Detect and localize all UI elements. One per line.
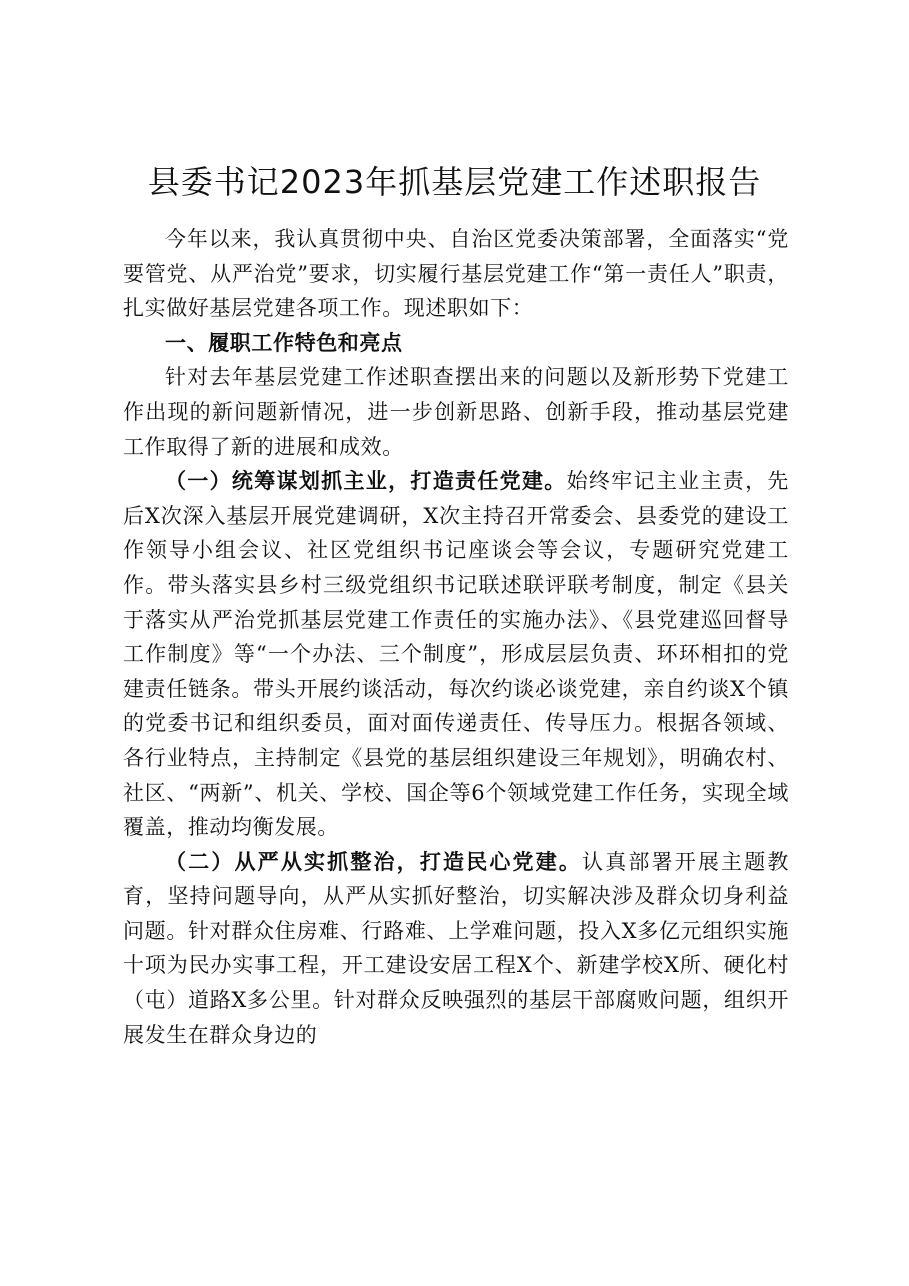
item1-paragraph [123, 464, 789, 845]
item1-lead: （一）统筹谋划抓主业，打造责任党建。 [165, 468, 567, 494]
document-title: 县委书记2023年抓基层党建工作述职报告 [147, 163, 762, 201]
section-heading: 一、履职工作特色和亮点 [165, 330, 403, 355]
document-body [123, 222, 789, 1052]
item1-text: 始终牢记主业主责，先后X次深入基层开展党建调研，X次主持召开常委会、县委党的建设工作领导小组会议、社区党组织书记座谈会等会议，专题研究党建工作。带头落实县乡村三级党组织书记联述联评联考制度，制定《县关于落实从严治党抓基层党建工作责任的实施办法》、《县党建巡回督导工作制度》等“一个办法、三个制度”，形成层层负责、环环相扣的党建责任链条。带头开展约谈活动，每次约谈必谈党建，亲自约谈X个镇的党委书记和组织委员，面对面传递责任、传导压力。根据各领域、各行业特点，主持制定《县党的基层组织建设三年规划》，明确农村、社区、“两新”、机关、学校、国企等6个领域党建工作任务，实现全域覆盖，推动均衡发展。 [123, 469, 789, 840]
item2-text: 认真部署开展主题教育，坚持问题导向，从严从实抓好整治，切实解决涉及群众切身利益问题。针对群众住房难、行路难、上学难问题，投入X多亿元组织实施十项为民办实事工程，开工建设安居工程X个、新建学校X所、硬化村（屯）道路X多公里。针对群众反映强烈的基层干部腐败问题，组织开展发生在群众身边的 [123, 849, 789, 1047]
intro-paragraph: 今年以来，我认真贯彻中央、自治区党委决策部署，全面落实“党要管党、从严治党”要求，切实履行基层党建工作“第一责任人”职责，扎实做好基层党建各项工作。现述职如下： [123, 227, 789, 321]
item2-lead: （二）从严从实抓整治，打造民心党建。 [165, 848, 583, 874]
item2-paragraph [123, 845, 789, 1053]
section-intro-paragraph: 针对去年基层党建工作述职查摆出来的问题以及新形势下党建工作出现的新问题新情况，进一步创新思路、创新手段，推动基层党建工作取得了新的进展和成效。 [123, 365, 789, 459]
